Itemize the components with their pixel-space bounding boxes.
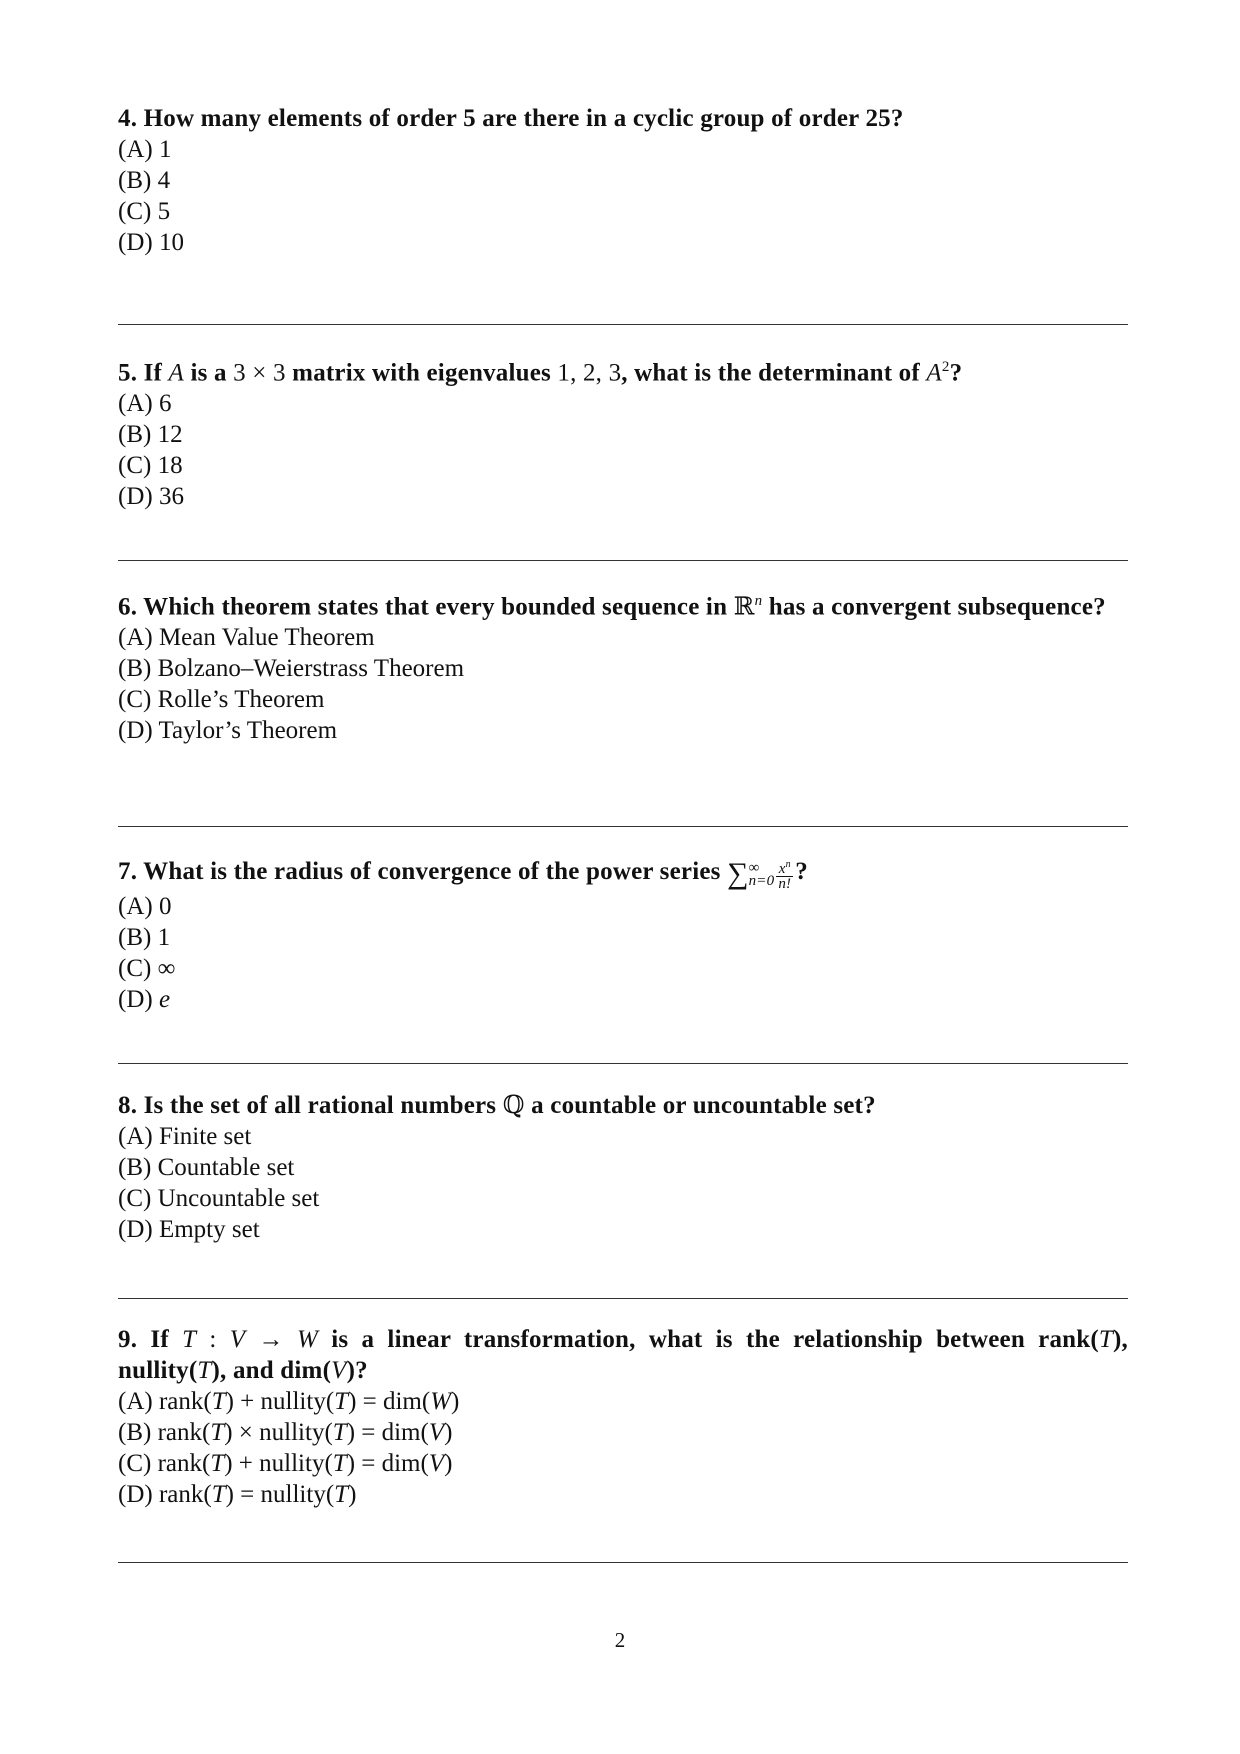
separator-rule xyxy=(118,826,1128,827)
question-8-text: 8. Is the set of all rational numbers ℚ a countable or uncountable set? xyxy=(118,1092,876,1119)
question-8-option-a: (A) Finite set xyxy=(118,1123,252,1150)
question-7-option-a: (A) 0 xyxy=(118,893,172,920)
question-4-option-b: (B) 4 xyxy=(118,167,171,194)
question-7-text: 7. What is the radius of convergence of the power series ∑ ∞ n=0 $\frac{x^n}{n!}$ ? xyxy=(118,857,808,892)
separator-rule xyxy=(118,1063,1128,1064)
question-4-option-d: (D) 10 xyxy=(118,229,184,256)
question-4-option-a: (A) 1 xyxy=(118,136,172,163)
separator-rule xyxy=(118,1298,1128,1299)
question-7-option-d: (D) e xyxy=(118,986,171,1013)
fraction: $\frac{x^n}{n!}$ xyxy=(778,859,792,892)
question-5-option-b: (B) 12 xyxy=(118,421,183,449)
question-6 xyxy=(118,586,1128,746)
question-9 xyxy=(118,1324,1128,1510)
question-9-option-c: (C) rank(T) + nullity(T) = dim(V) xyxy=(118,1450,453,1477)
question-5 xyxy=(118,352,1128,512)
question-9-option-d: (D) rank(T) = nullity(T) xyxy=(118,1481,357,1508)
question-6-text: 6. Which theorem states that every bounded sequence in ℝ$^n$ has a convergent subsequence? xyxy=(118,593,1106,621)
question-4-text: 4. How many elements of order 5 are there in a cyclic group of order 25? xyxy=(118,105,904,132)
question-9-option-a: (A) rank(T) + nullity(T) = dim(W) xyxy=(118,1388,460,1415)
question-5-option-a: (A) 6 xyxy=(118,390,172,418)
question-8-option-b: (B) Countable set xyxy=(118,1154,295,1181)
question-8-option-c: (C) Uncountable set xyxy=(118,1185,320,1212)
question-6-option-a: (A) Mean Value Theorem xyxy=(118,624,375,652)
question-6-option-b: (B) Bolzano–Weierstrass Theorem xyxy=(118,655,465,683)
question-9-option-b: (B) rank(T) × nullity(T) = dim(V) xyxy=(118,1419,453,1446)
separator-rule xyxy=(118,1562,1128,1563)
question-4 xyxy=(118,103,1128,258)
question-9-text: 9. If T : V → W is a linear transformation, what is the relationship between rank(T), nullity(T), and dim(V)? xyxy=(118,1326,1129,1384)
question-7-option-b: (B) 1 xyxy=(118,924,171,951)
page-number: 2 xyxy=(614,1628,626,1652)
question-6-option-d: (D) Taylor’s Theorem xyxy=(118,717,338,745)
question-5-option-d: (D) 36 xyxy=(118,483,184,511)
question-5-text: 5. If A is a 3 × 3 matrix with eigenvalues 1, 2, 3, what is the determinant of $A^2$? xyxy=(118,359,963,387)
question-8 xyxy=(118,1090,1128,1245)
separator-rule xyxy=(118,560,1128,561)
question-5-option-c: (C) 18 xyxy=(118,452,183,480)
question-4-option-c: (C) 5 xyxy=(118,198,171,225)
question-7 xyxy=(118,856,1128,1015)
question-6-option-c: (C) Rolle’s Theorem xyxy=(118,686,325,714)
summation-symbol: ∑ xyxy=(727,857,749,890)
question-8-option-d: (D) Empty set xyxy=(118,1216,260,1243)
question-7-option-c: (C) ∞ xyxy=(118,955,176,982)
separator-rule xyxy=(118,324,1128,325)
